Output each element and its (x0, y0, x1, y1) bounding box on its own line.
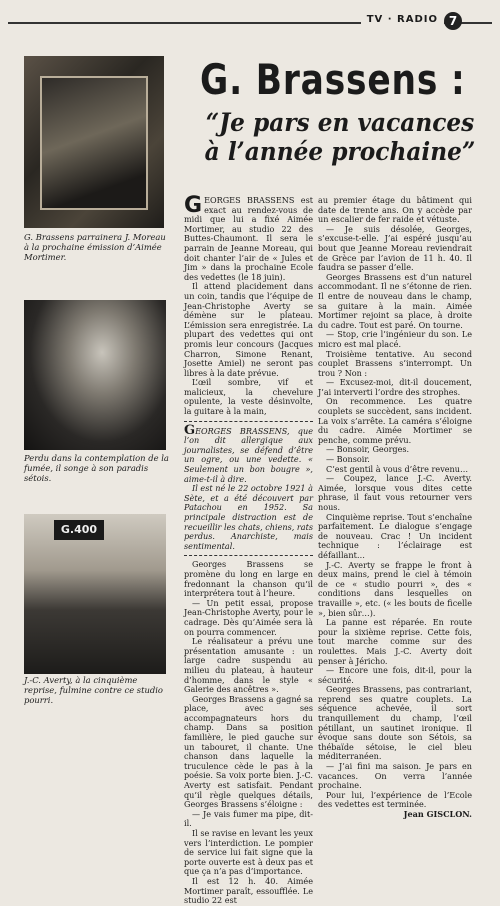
paragraph: — Je vais fumer ma pipe, dit-il. (184, 808, 313, 829)
paragraph: — Coupez, lance J.-C. Averty. Aimée, lorsque vous dites cette phrase, il faut vous retourner vers nous. (318, 473, 472, 512)
paragraph: J.-C. Averty se frappe le front à deux mains, prend le ciel à témoin de ce « studio pourri », des « conditions dans lesquelles on travaille », etc. (« les bouts de ficelle », bien sûr…). (318, 559, 472, 618)
paragraph: Georges Brassens a gagné sa place, avec ses accompagnateurs hors du champ. Dans sa position familière, le pied gauche sur un tabouret, il chante. Une chanson dans laquelle la truculence cède le pas à la poésie. Sa voix porte bien. J.-C. Averty est satisfait. Pendant qu’il règle quelques détails, Georges Brassens s’éloigne : (184, 693, 313, 810)
paragraph: Georges Brassens est d’un naturel accommodant. Il ne s’étonne de rien. Il entre de nouveau dans le champ, sa guitare à la main. Aimée Mortimer rejoint sa place, à droite du cadre. Tout est paré. On tourne. (318, 271, 472, 330)
paragraph: — Encore une fois, dit-il, pour la sécurité. (318, 665, 472, 685)
paragraph: — Je suis désolée, Georges, s’excuse-t-elle. J’ai espéré jusqu’au bout que Jeanne Moreau reviendrait de Grèce par l’avion de 11 h. 40. Il faudra se passer d’elle. (318, 223, 472, 273)
paragraph: Il attend placidement dans un coin, tandis que l’équipe de Jean-Christophe Averty se démène sur le plateau. L’émission sera enregistrée. La plupart des vedettes qui ont promis leur concours (Jacques Charron, Simone Renant, Josette Amiel) ne seront pas libres à la date prévue. (184, 281, 313, 378)
paragraph: Il est 12 h. 40. Aimée Mortimer paraît, essoufflée. Le studio 22 est (184, 875, 313, 906)
article-subtitle: “Je pars en vacances à l’année prochaine” (204, 108, 476, 166)
paragraph: C’est gentil à vous d’être revenu… (326, 463, 469, 474)
paragraph: On recommence. Les quatre couplets se succèdent, sans incident. La voix s’arrête. La caméra s’éloigne du cadre. Aimée Mortimer se penche, comme prévu. (318, 396, 472, 445)
paragraph: Georges Brassens, pas contrariant, reprend ses quatre couplets. La séquence achevée, il sort tranquillement du champ, l’œil pétillant, un sautinet ironique. Il évoque sans doute son Sétois, sa thébaïde sétoise, le ciel bleu méditerranéen. (318, 684, 472, 762)
caption-photo-2: Perdu dans la contemplation de la fumée, il songe à son paradis sétois. (24, 453, 169, 483)
author-signature: Jean GISCLON. (403, 809, 472, 819)
paragraph: La panne est réparée. En route pour la sixième reprise. Cette fois, tout marche comme sur des roulettes. Mais J.-C. Averty doit penser à Jéricho. (318, 617, 472, 666)
paragraph: L’œil sombre, vif et malicieux, la chevelure opulente, la veste désinvolte, la guitare à la main, (184, 377, 313, 417)
bio-text: EORGES BRASSENS, que l’on dit allergique aux journalistes, se défend d’être un ogre, ou une vedette. « Seulement un bon bougre », aime-t-il à dire. (184, 425, 313, 484)
bio-initial: G (184, 422, 196, 438)
article-column-left (184, 193, 313, 906)
drop-cap: G (184, 193, 203, 218)
studio-sign: G.400 (54, 520, 104, 540)
caption-photo-1: G. Brassens parrainera J. Moreau à la prochaine émission d’Aimée Mortimer. (24, 232, 166, 262)
paragraph: — Stop, crie l’ingénieur du son. Le micro est mal placé. (318, 329, 472, 349)
paragraph: — Un petit essai, propose Jean-Christophe Averty, pour le cadrage. Dès qu’Aimée sera là on pourra commencer. (184, 597, 313, 637)
paragraph: — Excusez-moi, dit-il doucement, J’ai interverti l’ordre des strophes. (318, 377, 472, 397)
photo-framed-couple (24, 56, 164, 228)
article-title: G. Brassens : (200, 55, 466, 104)
photo-brassens-smoking (24, 300, 166, 450)
paragraph: Georges Brassens se promène du long en large en fredonnant la chanson qu’il interprétera tout à l’heure. (184, 559, 313, 599)
bio-paragraph: Il est né le 22 octobre 1921 à Sète, et a été découvert par Patachou en 1952. Sa principale distraction est de recueillir les chats, chiens, rats perdus. Anarchiste, mais sentimental. (184, 483, 313, 551)
lead-paragraph (184, 193, 313, 282)
paragraph: Il se ravise en levant les yeux vers l’interdiction. Le pompier de service lui fait signe que la porte ouverte est à deux pas et que ça n’a pas d’importance. (184, 828, 313, 877)
caption-photo-3: J.-C. Averty, à la cinquième reprise, fulmine contre ce studio pourri. (24, 675, 163, 705)
page-number-badge: 7 (444, 12, 462, 30)
bio-paragraph (184, 422, 313, 485)
paragraph-text: EORGES BRASSENS est exact au rendez-vous de midi que lui a fixé Aimée Mortimer, au studio 22 des Buttes-Chaumont. Il sera le parrain de Jeanne Moreau, qui doit chanter l’air de « Jules et Jim » dans la prochaine Ecole des vedettes (le 18 juin). (184, 195, 313, 282)
paragraph: Troisième tentative. Au second couplet Brassens s’interrompt. Un trou ? Non : (318, 348, 472, 378)
section-header: TV · RADIO (361, 14, 444, 25)
paragraph: Le réalisateur a prévu une présentation amusante : un large cadre suspendu au milieu du plateau, à hauteur d’homme, dans le style « Galerie des ancêtres ». (184, 636, 313, 695)
photo-studio-averty (24, 514, 166, 674)
bio-box (184, 421, 313, 557)
paragraph: — Bonsoir. (326, 454, 370, 465)
paragraph: Cinquième reprise. Tout s’enchaîne parfaitement. Le dialogue s’engage de nouveau. Crac ! Un incident technique : l’éclairage est défaillant… (318, 511, 472, 560)
paragraph: — Bonsoir, Georges. (326, 444, 410, 455)
paragraph: Pour lui, l’expérience de l’Ecole des vedettes est terminée. (318, 789, 472, 810)
picture-frame (40, 76, 148, 210)
article-column-right (318, 195, 472, 819)
paragraph: au premier étage du bâtiment qui date de trente ans. On y accède par un escalier de fer raide et vétuste. (318, 195, 472, 225)
paragraph: — J’ai fini ma saison. Je pars en vacances. On verra l’année prochaine. (318, 761, 472, 791)
